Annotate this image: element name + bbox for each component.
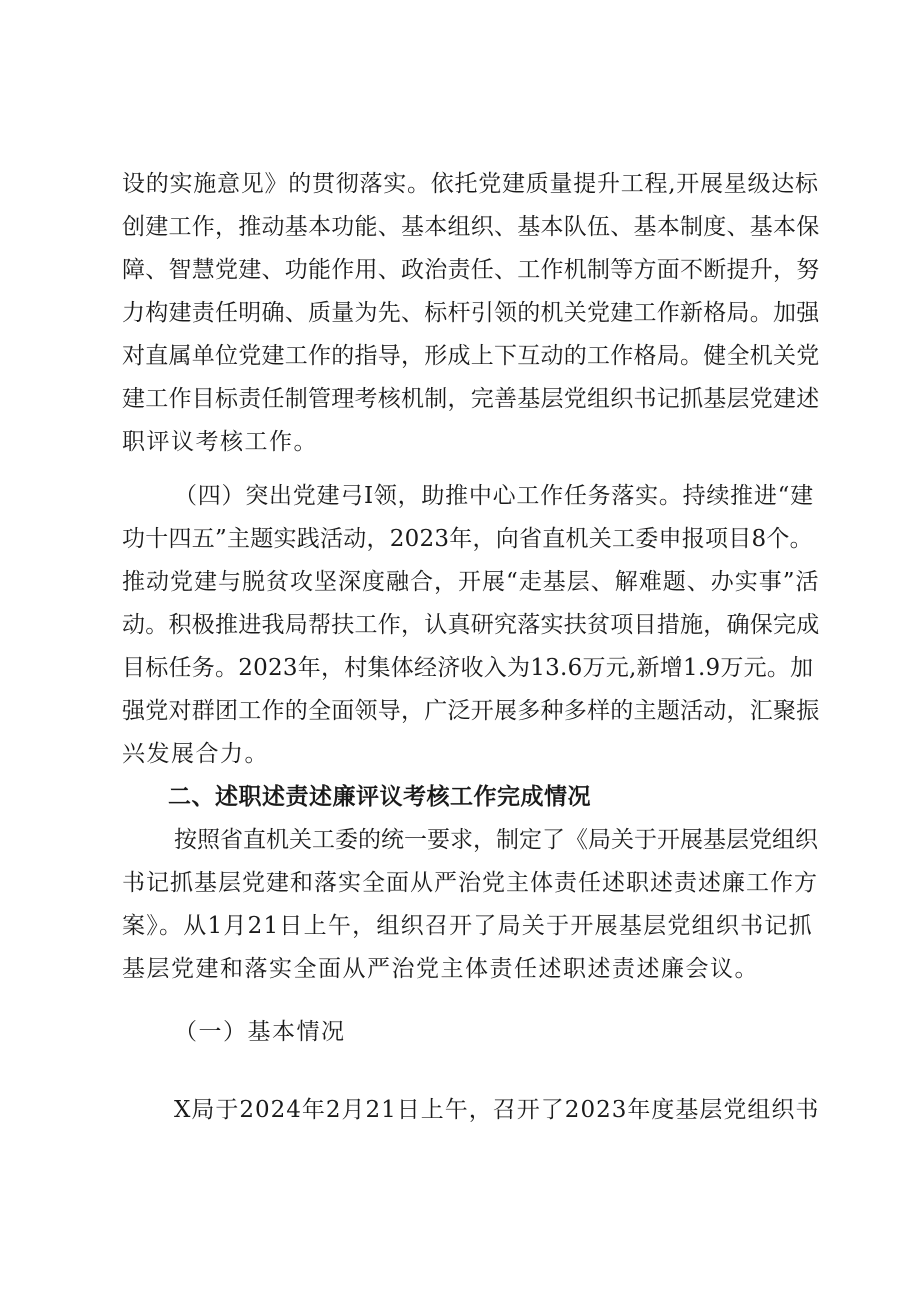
body-text-line: 建工作目标责任制管理考核机制，完善基层党组织书记抓基层党建述: [122, 386, 820, 412]
body-text-line: 对直属单位党建工作的指导，形成上下互动的工作格局。健全机关党: [122, 343, 820, 369]
body-text-line: 设的实施意见》的贯彻落实。依托党建质量提升工程,开展星级达标: [122, 171, 819, 197]
body-text-line: 基层党建和落实全面从严治党主体责任述职述责述廉会议。: [122, 956, 759, 982]
body-text-line: 障、智慧党建、功能作用、政治责任、工作机制等方面不断提升，努: [122, 257, 820, 283]
body-text-line: 力构建责任明确、质量为先、标杆引领的机关党建工作新格局。加强: [122, 300, 820, 326]
body-text-line: 推动党建与脱贫攻坚深度融合，开展“走基层、解难题、办实事”活: [122, 569, 820, 595]
paragraph-first-line: X局于2024年2月21日上午，召开了2023年度基层党组织书: [174, 1097, 820, 1123]
paragraph-first-line: 按照省直机关工委的统一要求，制定了《局关于开展基层党组织: [174, 827, 818, 853]
body-text-line: 强党对群团工作的全面领导，广泛开展多种多样的主题活动，汇聚振: [122, 698, 820, 724]
section-heading: 二、述职述责述廉评议考核工作完成情况: [168, 784, 591, 810]
body-text-line: 目标任务。2023年，村集体经济收入为13.6万元,新增1.9万元。加: [122, 655, 814, 681]
body-text-line: 功十四五”主题实践活动，2023年，向省直机关工委申报项目8个。: [122, 526, 813, 552]
subsection-heading: （一）基本情况: [174, 1019, 346, 1045]
body-text-line: 创建工作，推动基本功能、基本组织、基本队伍、基本制度、基本保: [122, 214, 820, 240]
body-text-line: 动。积极推进我局帮扶工作，认真研究落实扶贫项目措施，确保完成: [122, 612, 820, 638]
body-text-line: 书记抓基层党建和落实全面从严治党主体责任述职述责述廉工作方: [122, 870, 818, 896]
body-text-line: 职评议考核工作。: [122, 429, 318, 455]
paragraph-first-line: （四）突出党建弓I领，助推中心工作任务落实。持续推进“建: [174, 483, 814, 509]
body-text-line: 兴发展合力。: [122, 741, 269, 767]
body-text-line: 案》。从1月21日上午，组织召开了局关于开展基层党组织书记抓: [122, 913, 813, 939]
